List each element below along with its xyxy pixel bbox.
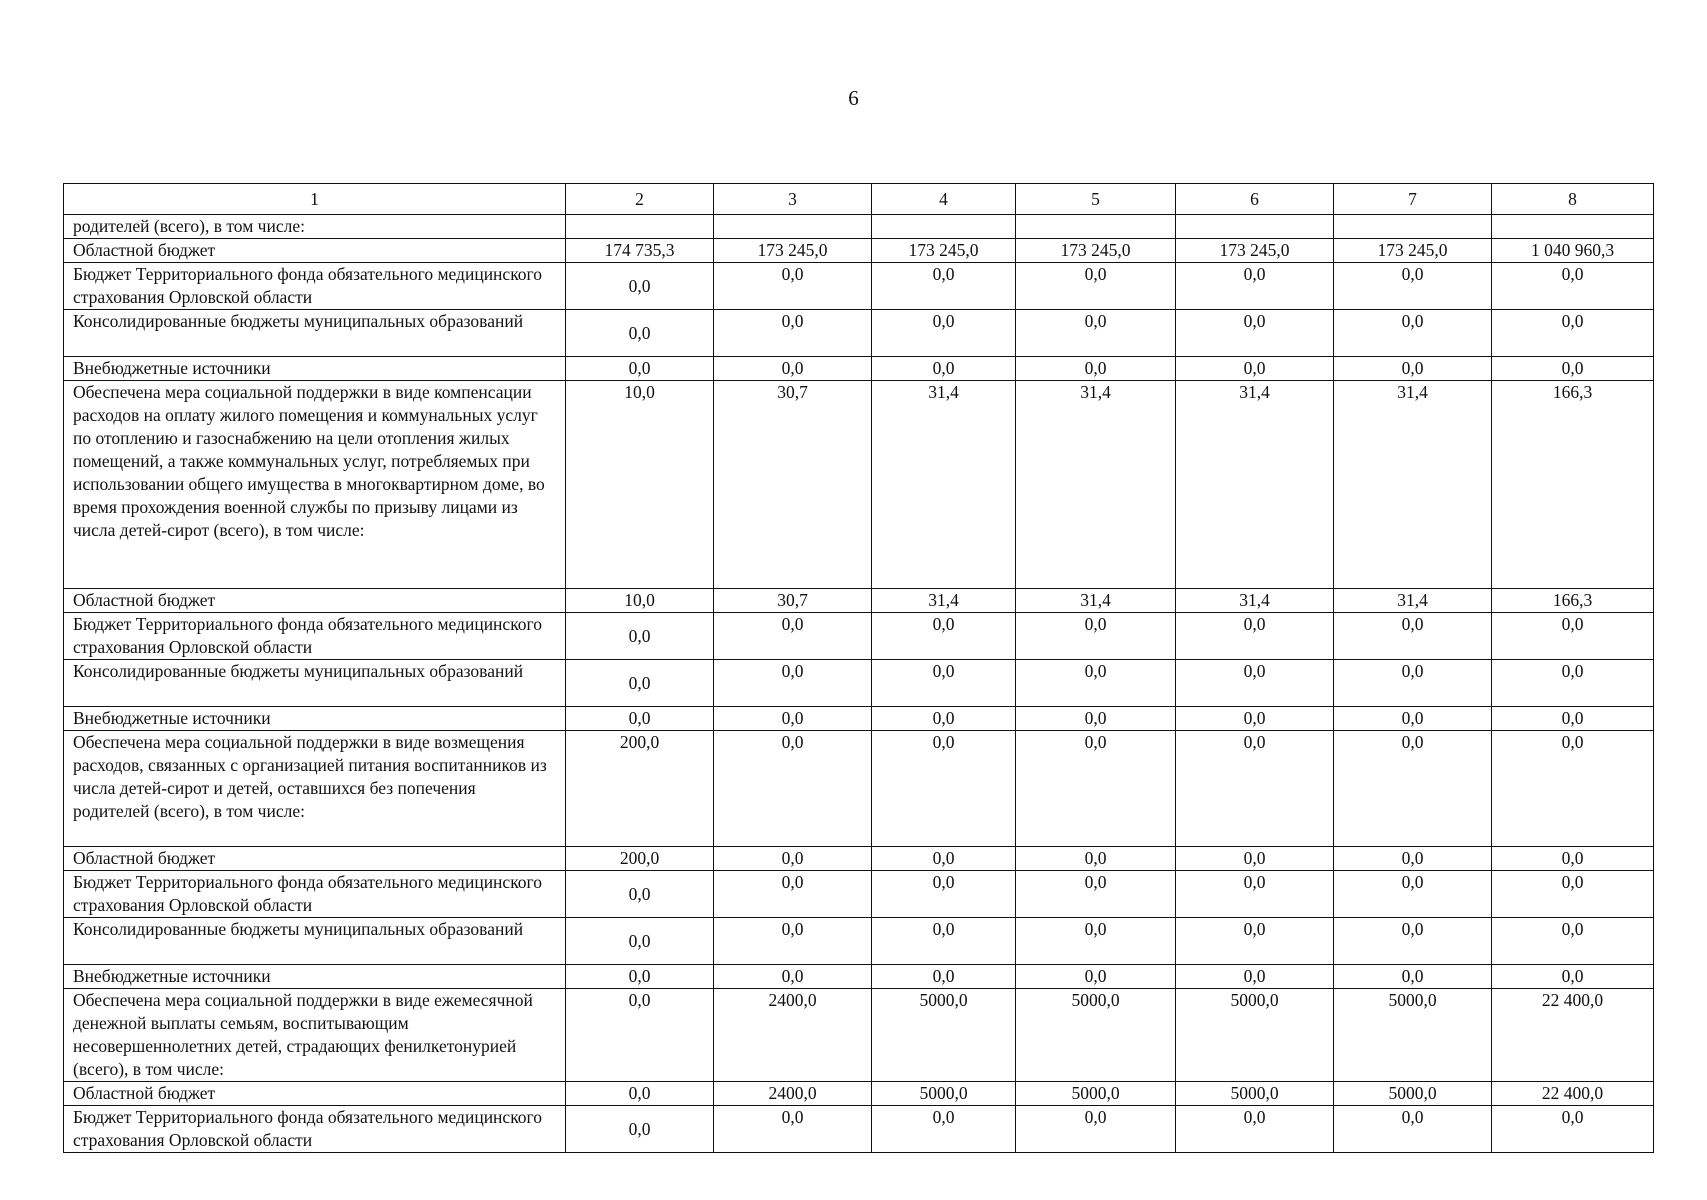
value-cell: 0,0 bbox=[1492, 871, 1654, 918]
value-cell: 5000,0 bbox=[1016, 1082, 1176, 1106]
value-cell: 0,0 bbox=[1016, 310, 1176, 357]
value-cell: 0,0 bbox=[872, 1106, 1016, 1153]
value-cell: 166,3 bbox=[1492, 381, 1654, 589]
value-cell: 30,7 bbox=[714, 381, 872, 589]
value-cell: 0,0 bbox=[1334, 1106, 1492, 1153]
value-cell: 0,0 bbox=[566, 1106, 714, 1153]
value-cell: 0,0 bbox=[566, 613, 714, 660]
value-cell: 5000,0 bbox=[1334, 1082, 1492, 1106]
value-cell: 31,4 bbox=[1176, 589, 1334, 613]
header-cell: 5 bbox=[1016, 184, 1176, 215]
value-cell: 0,0 bbox=[1176, 965, 1334, 989]
value-cell: 0,0 bbox=[714, 871, 872, 918]
table-row bbox=[64, 847, 1654, 871]
value-cell: 0,0 bbox=[1016, 263, 1176, 310]
row-label: Областной бюджет bbox=[64, 1082, 566, 1106]
row-label: Обеспечена мера социальной поддержки в виде компенсации расходов на оплату жилого помещения и коммунальных услуг по отоплению и газоснабжению на цели отопления жилых помещений, а также коммунальных услуг, потребляемых при использовании общего имущества в многоквартирном доме, во время прохождения военной службы по призыву лицами из числа детей-сирот (всего), в том числе: bbox=[64, 381, 566, 589]
value-cell: 0,0 bbox=[1016, 707, 1176, 731]
value-cell: 0,0 bbox=[566, 965, 714, 989]
value-cell: 0,0 bbox=[1334, 965, 1492, 989]
header-cell: 3 bbox=[714, 184, 872, 215]
row-label: Внебюджетные источники bbox=[64, 357, 566, 381]
value-cell: 0,0 bbox=[872, 918, 1016, 965]
row-label: Областной бюджет bbox=[64, 239, 566, 263]
value-cell: 200,0 bbox=[566, 847, 714, 871]
table-row bbox=[64, 918, 1654, 965]
value-cell: 0,0 bbox=[714, 660, 872, 707]
table-row bbox=[64, 310, 1654, 357]
value-cell: 0,0 bbox=[1492, 847, 1654, 871]
value-cell: 2400,0 bbox=[714, 989, 872, 1082]
value-cell: 173 245,0 bbox=[872, 239, 1016, 263]
value-cell: 0,0 bbox=[566, 310, 714, 357]
value-cell: 173 245,0 bbox=[714, 239, 872, 263]
value-cell: 31,4 bbox=[1334, 381, 1492, 589]
value-cell: 30,7 bbox=[714, 589, 872, 613]
table-row bbox=[64, 1082, 1654, 1106]
value-cell: 0,0 bbox=[1016, 847, 1176, 871]
table-row bbox=[64, 613, 1654, 660]
value-cell: 0,0 bbox=[1016, 660, 1176, 707]
table-row bbox=[64, 239, 1654, 263]
value-cell: 0,0 bbox=[714, 357, 872, 381]
table-row bbox=[64, 263, 1654, 310]
value-cell: 5000,0 bbox=[1016, 989, 1176, 1082]
value-cell: 0,0 bbox=[1334, 263, 1492, 310]
value-cell: 0,0 bbox=[714, 847, 872, 871]
row-label: родителей (всего), в том числе: bbox=[64, 215, 566, 239]
value-cell: 0,0 bbox=[1492, 613, 1654, 660]
value-cell: 0,0 bbox=[1492, 965, 1654, 989]
value-cell: 0,0 bbox=[1016, 357, 1176, 381]
value-cell: 0,0 bbox=[1334, 613, 1492, 660]
page-number: 6 bbox=[848, 86, 859, 110]
value-cell: 31,4 bbox=[872, 381, 1016, 589]
value-cell: 0,0 bbox=[1176, 310, 1334, 357]
budget-table-body bbox=[64, 215, 1654, 1153]
value-cell: 10,0 bbox=[566, 589, 714, 613]
value-cell bbox=[1492, 215, 1654, 239]
value-cell: 173 245,0 bbox=[1334, 239, 1492, 263]
header-cell: 2 bbox=[566, 184, 714, 215]
value-cell: 0,0 bbox=[1016, 918, 1176, 965]
table-row bbox=[64, 381, 1654, 589]
row-label: Консолидированные бюджеты муниципальных образований bbox=[64, 310, 566, 357]
header-cell: 8 bbox=[1492, 184, 1654, 215]
table-row bbox=[64, 357, 1654, 381]
value-cell: 0,0 bbox=[872, 847, 1016, 871]
value-cell: 0,0 bbox=[1334, 847, 1492, 871]
value-cell: 174 735,3 bbox=[566, 239, 714, 263]
value-cell: 0,0 bbox=[714, 1106, 872, 1153]
value-cell: 0,0 bbox=[714, 918, 872, 965]
value-cell bbox=[566, 215, 714, 239]
value-cell: 0,0 bbox=[1016, 1106, 1176, 1153]
row-label: Бюджет Территориального фонда обязательного медицинского страхования Орловской области bbox=[64, 613, 566, 660]
value-cell: 0,0 bbox=[1492, 707, 1654, 731]
table-row bbox=[64, 1106, 1654, 1153]
row-label: Консолидированные бюджеты муниципальных образований bbox=[64, 918, 566, 965]
value-cell: 200,0 bbox=[566, 731, 714, 847]
value-cell: 0,0 bbox=[872, 310, 1016, 357]
row-label: Внебюджетные источники bbox=[64, 707, 566, 731]
value-cell: 5000,0 bbox=[1176, 1082, 1334, 1106]
value-cell bbox=[1176, 215, 1334, 239]
header-cell: 1 bbox=[64, 184, 566, 215]
value-cell: 0,0 bbox=[1492, 1106, 1654, 1153]
table-row bbox=[64, 989, 1654, 1082]
table-row bbox=[64, 871, 1654, 918]
row-label: Областной бюджет bbox=[64, 847, 566, 871]
budget-table bbox=[63, 183, 1654, 1153]
value-cell: 0,0 bbox=[872, 263, 1016, 310]
value-cell: 0,0 bbox=[1334, 871, 1492, 918]
value-cell: 0,0 bbox=[1176, 660, 1334, 707]
value-cell: 5000,0 bbox=[872, 989, 1016, 1082]
header-cell: 6 bbox=[1176, 184, 1334, 215]
value-cell: 173 245,0 bbox=[1176, 239, 1334, 263]
value-cell: 0,0 bbox=[872, 731, 1016, 847]
value-cell: 0,0 bbox=[1492, 731, 1654, 847]
row-label: Обеспечена мера социальной поддержки в виде возмещения расходов, связанных с организацией питания воспитанников из числа детей-сирот и детей, оставшихся без попечения родителей (всего), в том числе: bbox=[64, 731, 566, 847]
value-cell: 0,0 bbox=[714, 613, 872, 660]
value-cell: 0,0 bbox=[872, 965, 1016, 989]
header-cell: 7 bbox=[1334, 184, 1492, 215]
value-cell: 0,0 bbox=[1176, 263, 1334, 310]
row-label: Обеспечена мера социальной поддержки в виде ежемесячной денежной выплаты семьям, воспитывающим несовершеннолетних детей, страдающих фенилкетонурией (всего), в том числе: bbox=[64, 989, 566, 1082]
row-label: Областной бюджет bbox=[64, 589, 566, 613]
row-label: Бюджет Территориального фонда обязательного медицинского страхования Орловской области bbox=[64, 263, 566, 310]
value-cell: 0,0 bbox=[566, 871, 714, 918]
value-cell: 0,0 bbox=[566, 989, 714, 1082]
value-cell: 31,4 bbox=[1334, 589, 1492, 613]
value-cell: 10,0 bbox=[566, 381, 714, 589]
table-row bbox=[64, 707, 1654, 731]
value-cell: 0,0 bbox=[1176, 613, 1334, 660]
value-cell: 0,0 bbox=[872, 707, 1016, 731]
value-cell: 0,0 bbox=[1492, 357, 1654, 381]
value-cell: 0,0 bbox=[1492, 263, 1654, 310]
value-cell: 0,0 bbox=[1334, 357, 1492, 381]
value-cell: 2400,0 bbox=[714, 1082, 872, 1106]
table-row bbox=[64, 215, 1654, 239]
table-row bbox=[64, 589, 1654, 613]
value-cell: 0,0 bbox=[872, 613, 1016, 660]
value-cell: 31,4 bbox=[872, 589, 1016, 613]
value-cell: 0,0 bbox=[566, 1082, 714, 1106]
value-cell bbox=[872, 215, 1016, 239]
row-label: Бюджет Территориального фонда обязательного медицинского страхования Орловской области bbox=[64, 1106, 566, 1153]
value-cell: 0,0 bbox=[1492, 660, 1654, 707]
value-cell: 0,0 bbox=[872, 660, 1016, 707]
value-cell: 0,0 bbox=[1334, 731, 1492, 847]
value-cell: 0,0 bbox=[1334, 310, 1492, 357]
value-cell: 0,0 bbox=[714, 263, 872, 310]
value-cell: 0,0 bbox=[1334, 707, 1492, 731]
row-label: Внебюджетные источники bbox=[64, 965, 566, 989]
value-cell: 0,0 bbox=[1492, 310, 1654, 357]
value-cell: 0,0 bbox=[1176, 918, 1334, 965]
value-cell: 0,0 bbox=[714, 310, 872, 357]
value-cell: 0,0 bbox=[1334, 660, 1492, 707]
table-row bbox=[64, 731, 1654, 847]
row-label: Бюджет Территориального фонда обязательного медицинского страхования Орловской области bbox=[64, 871, 566, 918]
table-row bbox=[64, 660, 1654, 707]
header-cell: 4 bbox=[872, 184, 1016, 215]
value-cell: 0,0 bbox=[714, 707, 872, 731]
value-cell: 0,0 bbox=[566, 918, 714, 965]
header-row bbox=[64, 184, 1654, 215]
value-cell: 0,0 bbox=[566, 263, 714, 310]
value-cell: 5000,0 bbox=[872, 1082, 1016, 1106]
value-cell: 173 245,0 bbox=[1016, 239, 1176, 263]
value-cell: 0,0 bbox=[1176, 357, 1334, 381]
value-cell: 166,3 bbox=[1492, 589, 1654, 613]
value-cell: 0,0 bbox=[1016, 871, 1176, 918]
value-cell: 1 040 960,3 bbox=[1492, 239, 1654, 263]
value-cell: 0,0 bbox=[1176, 707, 1334, 731]
value-cell: 0,0 bbox=[1176, 731, 1334, 847]
value-cell: 22 400,0 bbox=[1492, 989, 1654, 1082]
value-cell: 0,0 bbox=[872, 357, 1016, 381]
value-cell: 0,0 bbox=[1176, 1106, 1334, 1153]
value-cell: 0,0 bbox=[1016, 731, 1176, 847]
value-cell: 0,0 bbox=[714, 965, 872, 989]
value-cell: 0,0 bbox=[1334, 918, 1492, 965]
value-cell bbox=[1016, 215, 1176, 239]
value-cell: 0,0 bbox=[714, 731, 872, 847]
value-cell: 0,0 bbox=[1016, 613, 1176, 660]
value-cell bbox=[1334, 215, 1492, 239]
value-cell: 5000,0 bbox=[1176, 989, 1334, 1082]
value-cell: 0,0 bbox=[566, 660, 714, 707]
value-cell: 5000,0 bbox=[1334, 989, 1492, 1082]
value-cell: 0,0 bbox=[1016, 965, 1176, 989]
value-cell bbox=[714, 215, 872, 239]
value-cell: 31,4 bbox=[1176, 381, 1334, 589]
value-cell: 31,4 bbox=[1016, 381, 1176, 589]
row-label: Консолидированные бюджеты муниципальных образований bbox=[64, 660, 566, 707]
value-cell: 0,0 bbox=[1176, 871, 1334, 918]
table-row bbox=[64, 965, 1654, 989]
value-cell: 0,0 bbox=[566, 707, 714, 731]
value-cell: 0,0 bbox=[1492, 918, 1654, 965]
value-cell: 31,4 bbox=[1016, 589, 1176, 613]
value-cell: 22 400,0 bbox=[1492, 1082, 1654, 1106]
value-cell: 0,0 bbox=[872, 871, 1016, 918]
value-cell: 0,0 bbox=[566, 357, 714, 381]
value-cell: 0,0 bbox=[1176, 847, 1334, 871]
